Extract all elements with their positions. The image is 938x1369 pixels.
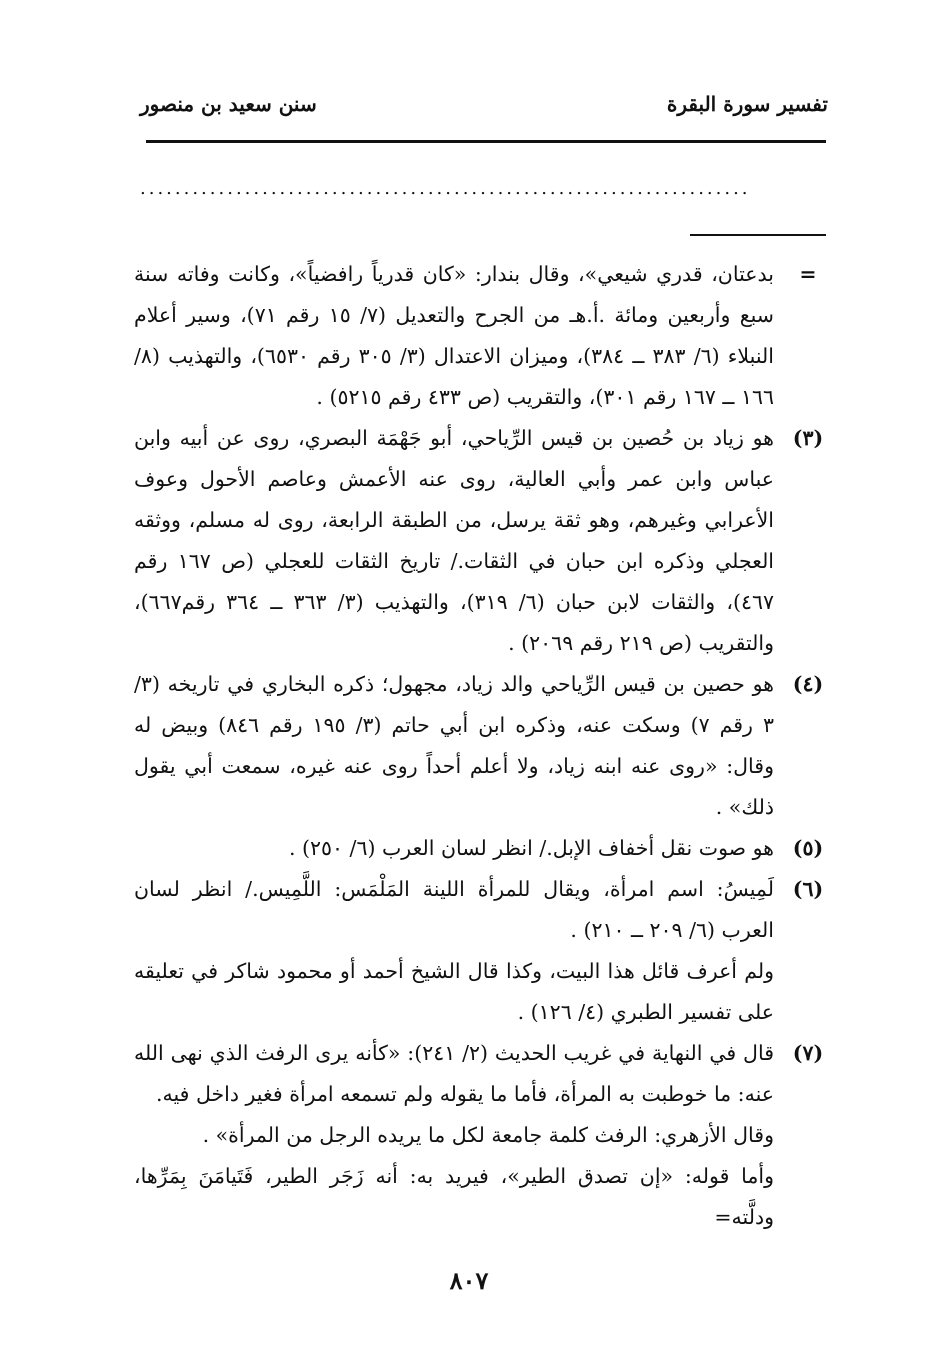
footnote-number: (٤) (792, 672, 824, 696)
footnotes (134, 254, 832, 1238)
footnote-text-continued: وأما قوله: «إن تصدق الطير»، فيريد به: أنه زَجَر الطير، فَتَيامَنَ بِمَرِّها، ودلَّته= (134, 1164, 774, 1229)
footnote-text: هو حصين بن قيس الرِّياحي والد زياد، مجهول؛ ذكره البخاري في تاريخه (٣/ ٣ رقم ٧) وسكت عنه، وذكره ابن أبي حاتم (٣/ ١٩٥ رقم ٨٤٦) وبيض له وقال: «روى عنه ابنه زياد، ولا أعلم أحداً روى عنه غيره، سمعت أبي يقول ذلك» . (134, 672, 774, 819)
header-surah-title: تفسير سورة البقرة (666, 92, 828, 116)
footnote-text-continued: وقال الأزهري: الرفث كلمة جامعة لكل ما يريده الرجل من المرأة» . (202, 1123, 774, 1147)
footnote-text: قال في النهاية في غريب الحديث (٢/ ٢٤١): «كأنه يرى الرفث الذي نهى الله عنه: ما خوطبت به المرأة، فأما ما يقوله ولم تسمعه امرأة فغير داخل فيه. (134, 1041, 774, 1106)
footnote-7 (134, 1033, 832, 1238)
footnote-4 (134, 664, 832, 828)
footnote-text: هو صوت نقل أخفاف الإبل./ انظر لسان العرب (٦/ ٢٥٠) . (288, 836, 774, 860)
footnote-separator (690, 234, 826, 236)
footnote-5 (134, 828, 832, 869)
footnote-number: (٥) (792, 836, 824, 860)
footnote-text: هو زياد بن حُصين بن قيس الرِّياحي، أبو جَهْمَة البصري، روى عن أبيه وابن عباس وابن عمر وأبي العالية، روى عنه الأعمش وعاصم الأحول وعوف الأعرابي وغيرهم، وهو ثقة يرسل، من الطبقة الرابعة، روى له مسلم، ووثقه العجلي وذكره ابن حبان في الثقات./ تاريخ الثقات للعجلي (ص ١٦٧ رقم ٤٦٧)، والثقات لابن حبان (٦/ ٣١٩)، والتهذيب (٣/ ٣٦٣ ــ ٣٦٤ رقم٦٦٧)، والتقريب (ص ٢١٩ رقم ٢٠٦٩) . (134, 426, 775, 655)
footnote-6 (134, 869, 832, 1033)
footnote-number: (٧) (792, 1041, 824, 1065)
dotted-separator: ...................................................................... (140, 178, 751, 199)
header-rule (146, 140, 826, 143)
running-header (140, 92, 830, 132)
footnote-number: = (799, 262, 817, 286)
footnote-text-continued: ولم أعرف قائل هذا البيت، وكذا قال الشيخ أحمد أو محمود شاكر في تعليقه على تفسير الطبري (٤/ ١٢٦) . (134, 959, 774, 1024)
header-book-title: سنن سعيد بن منصور (140, 92, 317, 116)
footnote-text: بدعتان، قدري شيعي»، وقال بندار: «كان قدرياً رافضياً»، وكانت وفاته سنة سبع وأربعين ومائة .أ.هـ من الجرح والتعديل (٧/ ١٥ رقم ٧١)، وسير أعلام النبلاء (٦/ ٣٨٣ ــ ٣٨٤)، وميزان الاعتدال (٣/ ٣٠٥ رقم ٦٥٣٠)، والتهذيب (٨/ ١٦٦ ــ ١٦٧ رقم ٣٠١)، والتقريب (ص ٤٣٣ رقم ٥٢١٥) . (134, 262, 774, 409)
footnote-continued (134, 254, 832, 418)
footnote-number: (٦) (792, 877, 824, 901)
footnote-3 (134, 418, 832, 664)
footnote-text: لَمِيسُ: اسم امرأة، ويقال للمرأة اللينة المَلْمَس: اللَّمِيس./ انظر لسان العرب (٦/ ٢٠٩ ــ ٢١٠) . (134, 877, 774, 942)
footnote-number: (٣) (792, 426, 824, 450)
page-number: ٨٠٧ (449, 1266, 489, 1295)
